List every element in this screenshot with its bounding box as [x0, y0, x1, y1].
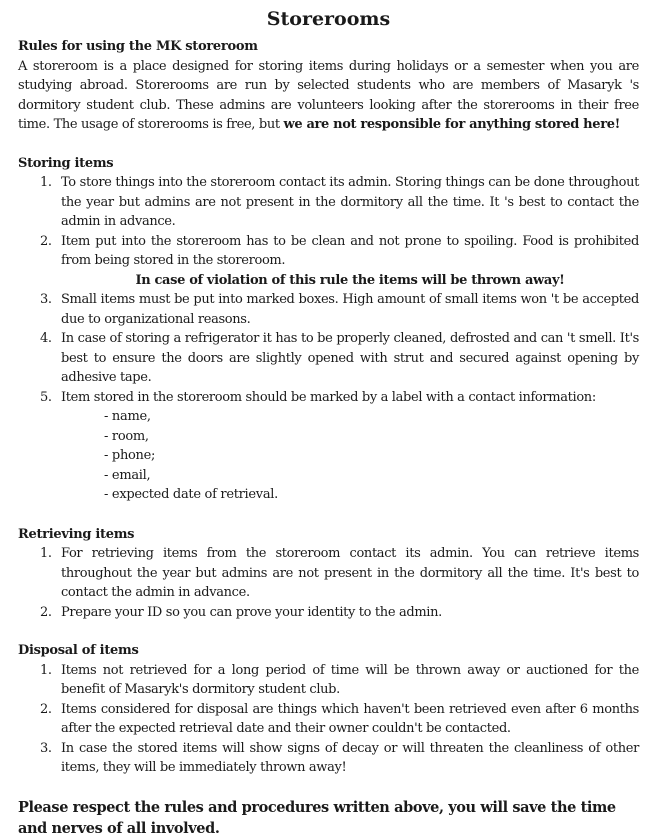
list-item — [18, 700, 639, 739]
retrieving-heading: Retrieving items — [18, 526, 135, 542]
list-item — [18, 739, 639, 778]
page-title: Storerooms — [266, 8, 391, 30]
disposal-list — [18, 661, 639, 778]
list-item — [18, 290, 639, 329]
list-text: In case the stored items will show signs of decay or will threaten the cleanliness of other items, they will be immediately thrown away! — [61, 740, 639, 775]
list-number: 5. — [40, 389, 52, 405]
list-number: 2. — [40, 701, 52, 717]
list-text: Small items must be put into marked boxes. High amount of small items won 't be accepted due to organizational reasons. — [61, 292, 639, 327]
list-number: 1. — [40, 175, 52, 190]
list-text: For retrieving items from the storeroom contact its admin. You can retrieve items throughout the year but admins are not present in the dormitory all the time. It's best to contact the admin in advance. — [61, 546, 639, 600]
closing-note: Please respect the rules and procedures written above, you will save the time and nerves of all involved. — [18, 798, 616, 837]
list-text: Item stored in the storeroom should be marked by a label with a contact information: — [61, 389, 596, 405]
list-number: 3. — [40, 292, 52, 307]
storing-list — [18, 173, 639, 271]
intro-section — [18, 37, 639, 135]
list-item — [18, 329, 639, 388]
list-number: 2. — [40, 233, 52, 249]
label-field: - name, — [104, 409, 151, 424]
intro-heading: Rules for using the MK storeroom — [18, 39, 258, 54]
list-number: 1. — [40, 546, 52, 561]
retrieving-list — [18, 544, 639, 622]
disposal-section — [18, 641, 639, 778]
list-item — [18, 544, 639, 603]
list-item — [18, 173, 639, 232]
list-text: To store things into the storeroom contact its admin. Storing things can be done throughout the year but admins are not present in the dormitory all the time. It 's best to contact the admin in advance. — [61, 175, 639, 229]
label-field: - room, — [104, 428, 149, 444]
retrieving-section — [18, 525, 639, 623]
list-text: Prepare your ID so you can prove your identity to the admin. — [61, 604, 442, 620]
storing-section — [18, 154, 639, 505]
violation-warning: In case of violation of this rule the items will be thrown away! — [135, 272, 565, 288]
label-fields-list — [18, 407, 639, 505]
intro-paragraph — [18, 57, 639, 135]
storing-heading: Storing items — [18, 155, 114, 171]
list-number: 2. — [40, 604, 52, 620]
intro-text: A storeroom is a place designed for storing items during holidays or a semester when you are studying abroad. Storerooms are run by selected students who are members of Masaryk 's dormitory student club. These admins are volunteers looking after the storerooms in their free time. The usage of storerooms is free, but — [18, 58, 639, 132]
intro-disclaimer: we are not responsible for anything stored here! — [283, 117, 620, 132]
list-text: In case of storing a refrigerator it has to be properly cleaned, defrosted and can 't smell. It's best to ensure the doors are slightly opened with strut and secured against opening by adhesive tape. — [61, 331, 639, 385]
list-item — [18, 603, 639, 623]
label-field: - expected date of retrieval. — [104, 487, 278, 502]
label-field: - phone; — [104, 448, 156, 463]
list-text: Items considered for disposal are things which haven't been retrieved even after 6 months after the expected retrieval date and their owner couldn't be contacted. — [61, 701, 639, 736]
list-item — [18, 661, 639, 700]
list-number: 1. — [40, 662, 52, 678]
list-number: 4. — [40, 331, 52, 346]
storing-list-continued — [18, 290, 639, 407]
disposal-heading: Disposal of items — [18, 643, 139, 658]
list-item — [18, 232, 639, 271]
list-number: 3. — [40, 740, 52, 756]
label-field: - email, — [104, 467, 151, 483]
list-text: Item put into the storeroom has to be clean and not prone to spoiling. Food is prohibited from being stored in the storeroom. — [61, 233, 639, 268]
list-text: Items not retrieved for a long period of time will be thrown away or auctioned for the benefit of Masaryk's dormitory student club. — [61, 662, 639, 697]
list-item — [18, 388, 639, 408]
